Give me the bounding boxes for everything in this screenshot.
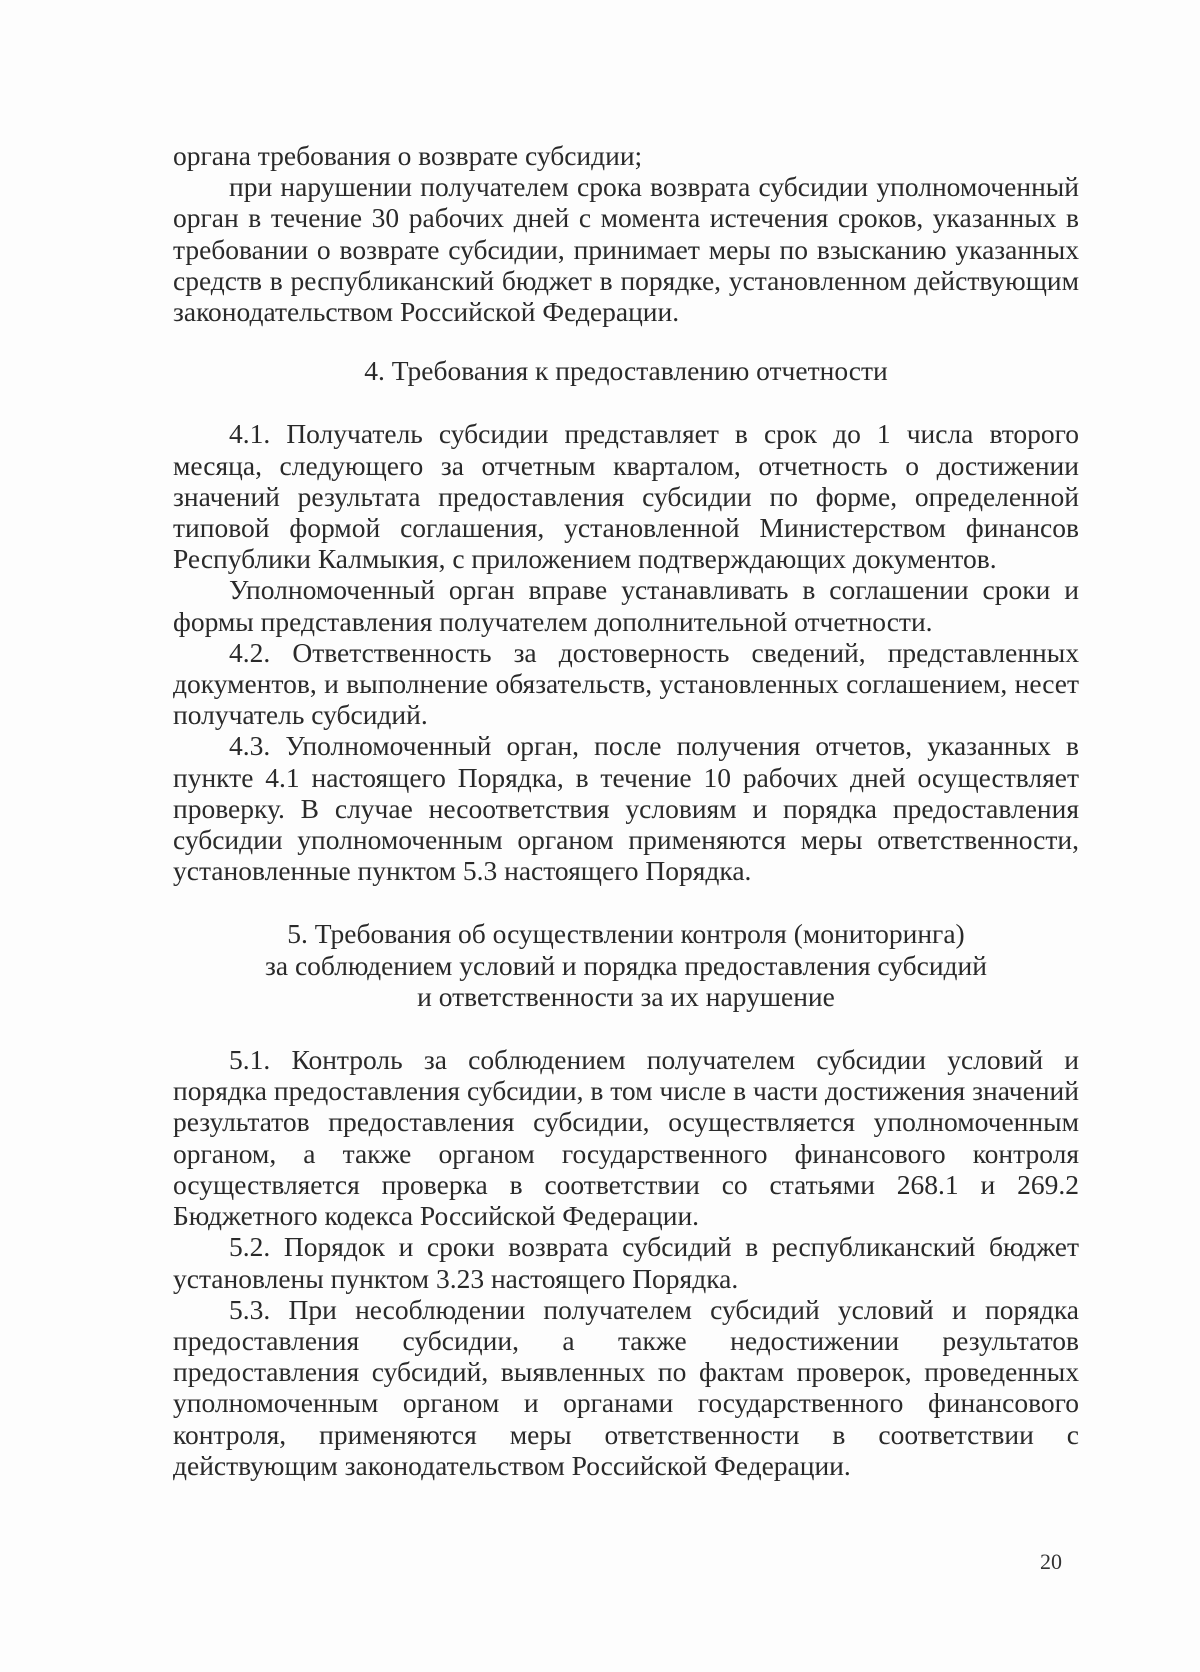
- section-5-heading-line: 5. Требования об осуществлении контроля (мониторинга): [287, 918, 965, 950]
- paragraph-5-2: 5.2. Порядок и сроки возврата субсидий в республиканский бюджет установлены пунктом 3.23 настоящего Порядка.: [173, 1231, 1079, 1294]
- section-5-heading-line: за соблюдением условий и порядка предоставления субсидий: [265, 949, 987, 981]
- section-4-heading: 4. Требования к предоставлению отчетности: [364, 355, 888, 387]
- paragraph-5-3: 5.3. При несоблюдении получателем субсидий условий и порядка предоставления субсидии, а также недостижении результатов предоставления субсидий, выявленных по фактам проверок, проведенных уполномоченным органом и органами государственного финансового контроля, применяются меры ответственности в соответствии с действующим законодательством Российской Федерации.: [173, 1293, 1079, 1481]
- paragraph-4-3: 4.3. Уполномоченный орган, после получения отчетов, указанных в пункте 4.1 настоящего Порядка, в течение 10 рабочих дней осуществляет проверку. В случае несоответствия условиям и порядка предоставления субсидии уполномоченным органом применяются меры ответственности, установленные пунктом 5.3 настоящего Порядка.: [173, 730, 1079, 887]
- document-body: [173, 140, 1079, 1481]
- paragraph-refund-enforcement: при нарушении получателем срока возврата субсидии уполномоченный орган в течение 30 рабочих дней с момента истечения сроков, указанных в требовании о возврате субсидии, принимает меры по взысканию указанных средств в республиканский бюджет в порядке, установленном действующим законодательством Российской Федерации.: [173, 171, 1079, 328]
- paragraph-5-1: 5.1. Контроль за соблюдением получателем субсидии условий и порядка предоставления субсидии, в том числе в части достижения значений результатов предоставления субсидии, осуществляется уполномоченным органом, а также органом государственного финансового контроля осуществляется проверка в соответствии со статьями 268.1 и 269.2 Бюджетного кодекса Российской Федерации.: [173, 1044, 1079, 1232]
- page-number: 20: [1040, 1549, 1062, 1574]
- paragraph-4-2: 4.2. Ответственность за достоверность сведений, представленных документов, и выполнение обязательств, установленных соглашением, несет получатель субсидий.: [173, 636, 1079, 731]
- section-5-heading-line: и ответственности за их нарушение: [417, 980, 835, 1012]
- section-5-heading: [173, 918, 1079, 1012]
- paragraph-4-1: 4.1. Получатель субсидии представляет в срок до 1 числа второго месяца, следующего за отчетным кварталом, отчетность о достижении значений результата предоставления субсидии по форме, определенной типовой формой соглашения, установленной Министерством финансов Республики Калмыкия, с приложением подтверждающих документов.: [173, 418, 1079, 575]
- paragraph-continuation: органа требования о возврате субсидии;: [173, 140, 643, 171]
- paragraph-4-1-additional: Уполномоченный орган вправе устанавливать в соглашении сроки и формы представления получателем дополнительной отчетности.: [173, 574, 1079, 637]
